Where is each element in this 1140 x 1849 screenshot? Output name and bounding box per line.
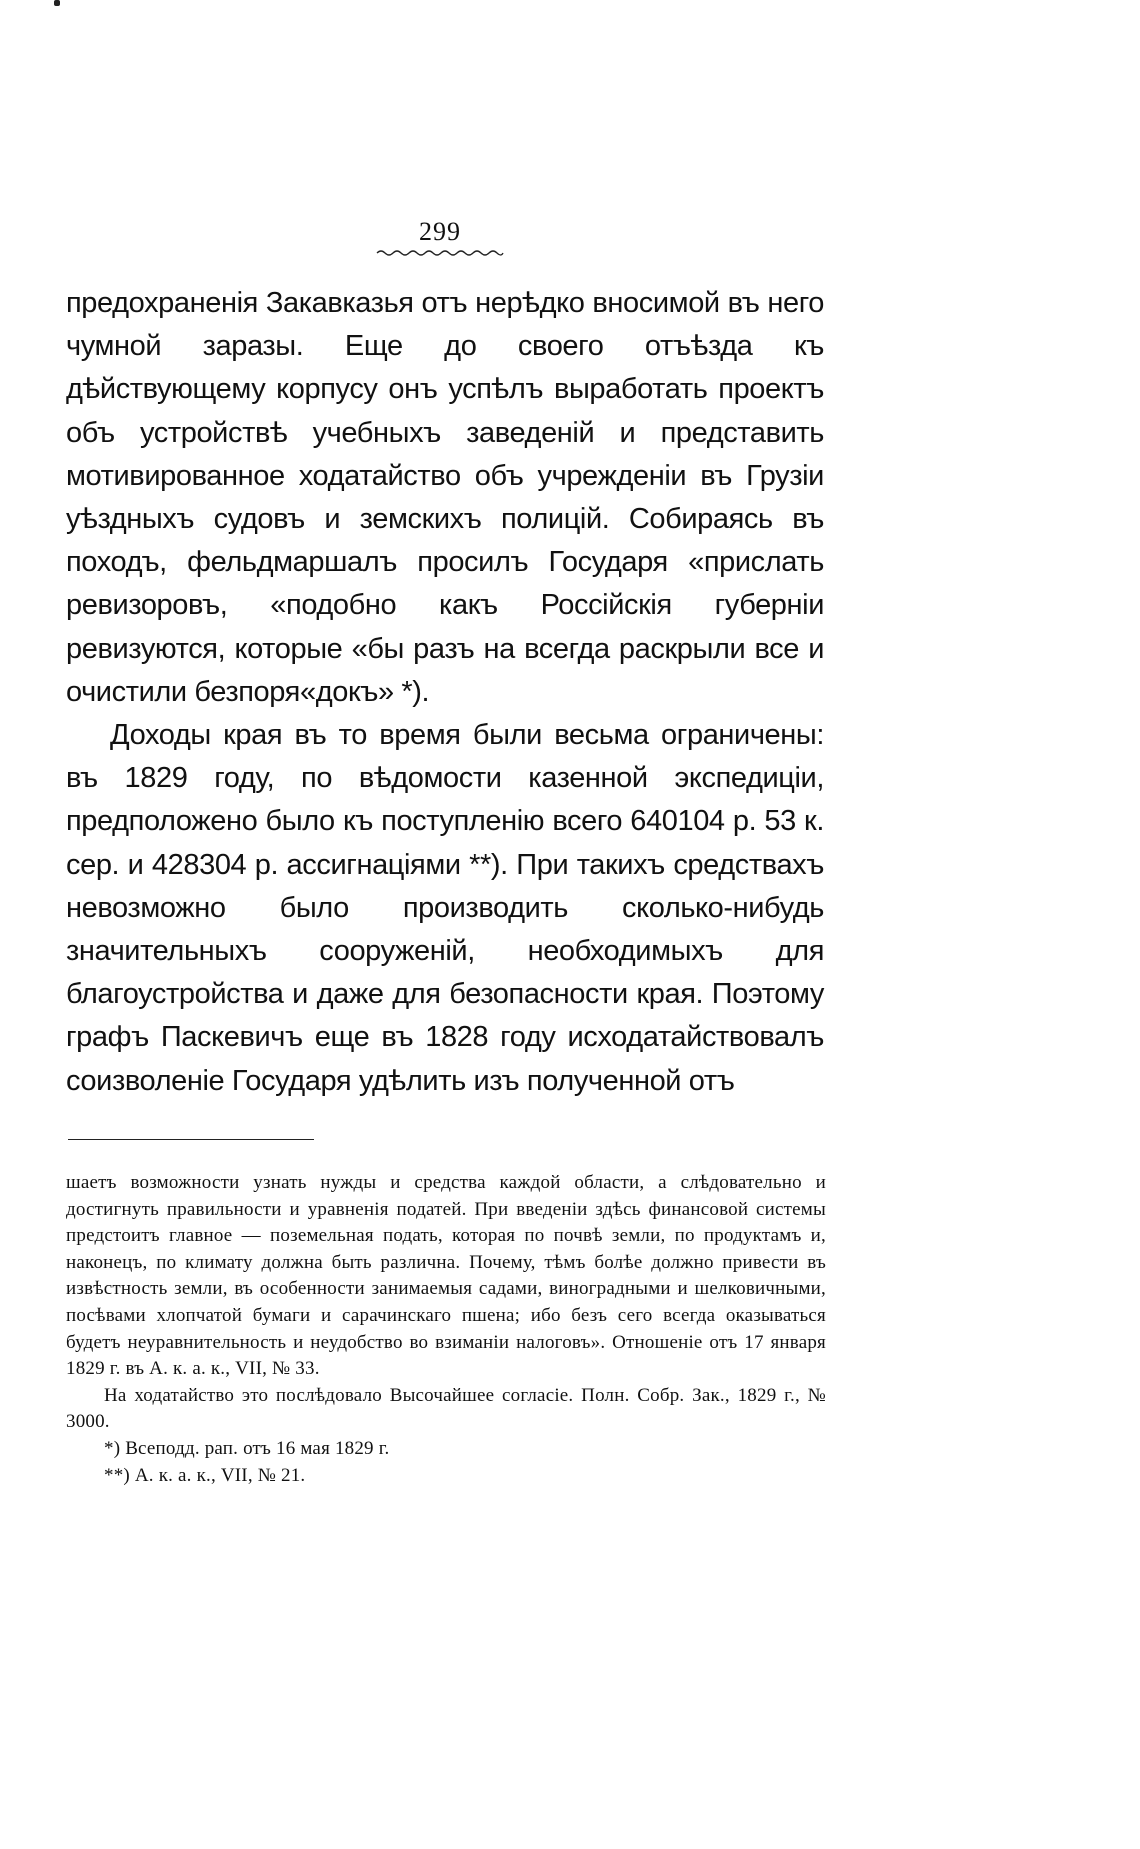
footnote-consent-note: На ходатайство это послѣдовало Высочайшее согласіе. Полн. Собр. Зак., 1829 г., № 3000. xyxy=(66,1384,826,1433)
main-paragraph-2: Доходы края въ то время были весьма ограничены: въ 1829 году, по вѣдомости казенной экспедиціи, предположено было къ поступленію всего 640104 р. 53 к. сер. и 428304 р. ассигнаціями **). При такихъ средствахъ невозможно было производить сколько-нибудь значительныхъ сооруженій, необходимыхъ для благоустройства и даже для безопасности края. Поэтому графъ Паскевичъ еще въ 1828 году исходатайствовалъ соизволеніе Государя удѣлить изъ полученной отъ xyxy=(66,719,824,1097)
footnote-1-mark: *) xyxy=(104,1437,121,1459)
scan-corner-mark xyxy=(54,0,60,6)
page-header xyxy=(370,218,510,258)
footnote-1 xyxy=(66,1436,826,1463)
main-text-body xyxy=(66,282,824,1103)
main-paragraph-1: предохраненія Закавказья отъ нерѣдко вносимой въ него чумной заразы. Еще до своего отъѣзда къ дѣйствующему корпусу онъ успѣлъ выработать проектъ объ устройствѣ учебныхъ заведеній и представить мотивированное ходатайство объ учрежденіи въ Грузіи уѣздныхъ судовъ и земскихъ полицій. Собираясь въ походъ, фельдмаршалъ просилъ Государя «прислать ревизоровъ, «подобно какъ Россійскія губерніи ревизуются, которые «бы разъ на всегда раскрыли все и очистили безпоря«докъ» *). xyxy=(66,287,824,708)
footnote-2-text: А. к. а. к., VII, № 21. xyxy=(134,1464,306,1486)
footnote-2-mark: **) xyxy=(104,1464,130,1486)
page-number: 299 xyxy=(419,217,461,246)
wavy-rule-ornament xyxy=(375,248,505,258)
footnotes-block xyxy=(66,1170,826,1489)
footnote-separator xyxy=(68,1139,314,1140)
footnote-continuation: шаетъ возможности узнать нужды и средства каждой области, а слѣдовательно и достигнуть правильности и уравненія податей. При введеніи здѣсь финансовой системы предстоитъ главное — поземельная подать, которая по почвѣ земли, по продуктамъ и, наконецъ, по климату должна быть различна. Почему, тѣмъ болѣе должно привести въ извѣстность земли, въ особенности занимаемыя садами, виноградными и шелковичными, посѣвами хлопчатой бумаги и сарачинскаго пшена; ибо безъ сего всегда оказываться будетъ неуравнительность и неудобство во взиманіи налоговъ». Отношеніе отъ 17 января 1829 г. въ А. к. а. к., VII, № 33. xyxy=(66,1172,826,1380)
footnote-1-text: Всеподд. рап. отъ 16 мая 1829 г. xyxy=(125,1437,390,1459)
footnote-2 xyxy=(66,1463,826,1490)
